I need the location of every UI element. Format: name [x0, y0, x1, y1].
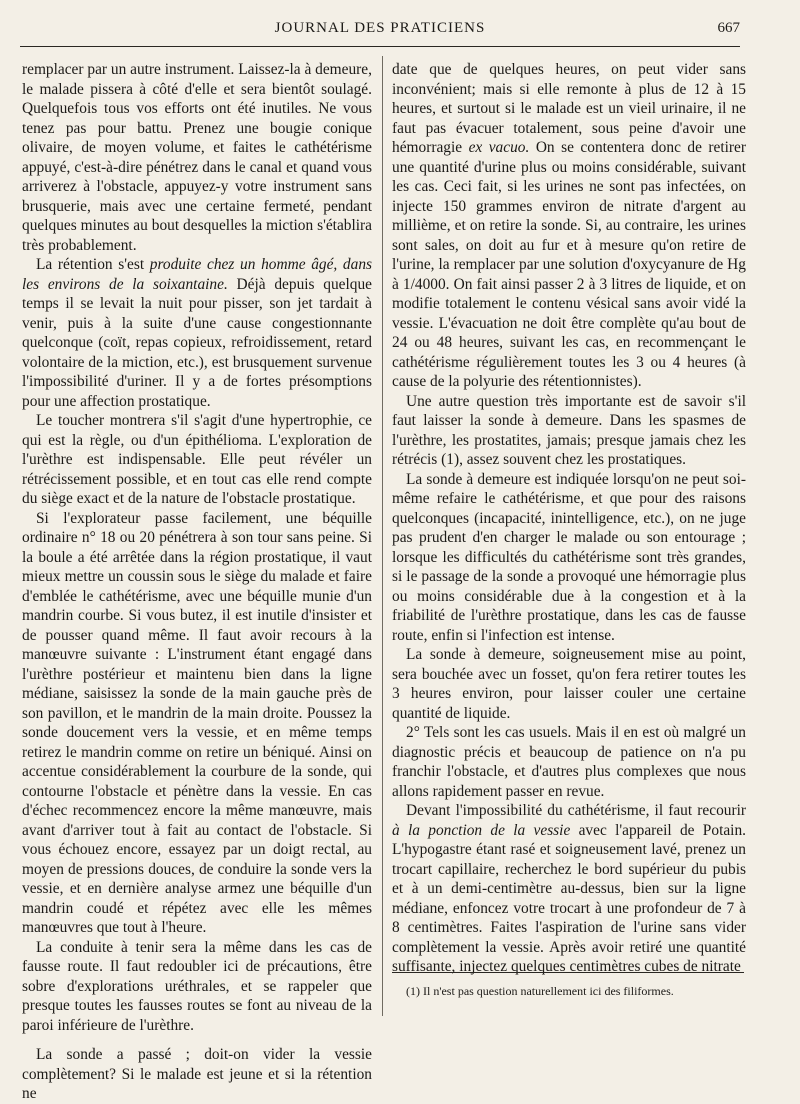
- footnote-rule: [392, 972, 744, 973]
- paragraph: La conduite à tenir sera la même dans les cas de fausse route. Il faut redoubler ici de précautions, être sobre d'explorations uréthrales, et se rappeler que presque toutes les fausses routes se font au niveau de la paroi inférieure de l'urèthre.: [22, 938, 372, 1034]
- text-run: La rétention s'est: [36, 256, 150, 273]
- paragraph: Le toucher montrera s'il s'agit d'une hypertrophie, ce qui est la règle, ou d'un épithélioma. L'exploration de l'urèthre est indispensable. Elle peut révéler un rétrécissement possible, et en tout cas elle rend compte du siège exact et de la nature de l'obstacle prostatique.: [22, 412, 372, 507]
- text-run: Devant l'impossibilité du cathétérisme, il faut recourir: [406, 802, 746, 819]
- text-run: Déjà depuis quelque temps il se levait la nuit pour pisser, son jet tardait à venir, puis à la suite d'une cause congestionnante quelconque (coït, repas copieux, refroidissement, retard volontaire de la miction, etc.), est brusquement survenue l'impossibilité d'uriner. Il y a de fortes présomptions pour une affection prostatique.: [22, 275, 372, 410]
- paragraph: Si l'explorateur passe facilement, une béquille ordinaire n° 18 ou 20 pénétrera à son tour sans peine. Si la boule a été arrêtée dans la région prostatique, il vaut mieux mettre un coussin sous le siège du malade et faire d'emblée le cathétérisme, avec une béquille munie d'un mandrin courbe. Si vous butez, il est inutile d'insister et de pousser quand même. Il faut avoir recours à la manœuvre suivante : L'instrument étant engagé dans l'urèthre postérieur et maintenu bien dans la ligne médiane, saisissez la sonde de la main gauche près de son pavillon, et le mandrin de la main droite. Poussez la sonde doucement vers la vessie, et en même temps retirez le mandrin comme on retire un béniqué. Ainsi on accentue considérablement la courbure de la sonde, qui contourne l'obstacle et pénètre dans la vessie. En cas d'échec recommencez encore la même manœuvre, mais avant d'arriver tout à fait au contact de l'obstacle. Si vous échouez encore, essayez par un doigt rectal, au moyen de pressions douces, de conduire la sonde vers la vessie, et en dernière analyse armez une béquille d'un mandrin coudé et répétez avec elle les mêmes manœuvres que tout à l'heure.: [22, 509, 372, 936]
- paragraph: 2° Tels sont les cas usuels. Mais il en est où malgré un diagnostic précis et beaucoup de patience on n'a pu franchir l'obstacle, et d'autres plus complexes que nous allons rapidement passer en revue.: [392, 724, 746, 800]
- text-run: date que de quelques heures, on peut vider sans inconvénient; mais si elle remonte à plus de 12 à 15 heures, et surtout si le malade est un vieil urinaire, il ne faut pas évacuer totalement, sous peine d'avoir une hémorragie: [392, 61, 746, 156]
- italic-text: à la ponction de la vessie: [392, 821, 571, 839]
- paragraph: [392, 60, 746, 392]
- italic-text: ex vacuo.: [468, 139, 530, 156]
- right-column: [392, 60, 746, 977]
- paragraph: La sonde à demeure, soigneusement mise au point, sera bouchée avec un fosset, qu'on fera retirer toutes les 3 heures environ, pour laisser couler une certaine quantité de liquide.: [392, 646, 746, 722]
- footnote: (1) Il n'est pas question naturellement ici des filiformes.: [406, 984, 674, 998]
- paragraph: Une autre question très importante est de savoir s'il faut laisser la sonde à demeure. Dans les spasmes de l'urèthre, les prostatites, jamais; presque jamais chez les rétrécis (1), assez souvent chez les prostatiques.: [392, 392, 746, 468]
- journal-title: JOURNAL DES PRATICIENS: [274, 20, 486, 36]
- header-rule: [20, 46, 740, 47]
- page-number: 667: [717, 20, 740, 36]
- page-header: [20, 18, 740, 44]
- paragraph: remplacer par un autre instrument. Laissez-la à demeure, le malade pissera à côté d'elle et sera bientôt soulagé. Quelquefois tous vos efforts ont été inutiles. Ne vous tenez pas pour battu. Prenez une bougie conique olivaire, de moyen volume, et faites le cathétérisme appuyé, c'est-à-dire pénétrez dans le canal et quand vous arriverez à l'obstacle, appuyez-y votre instrument sans brusquerie, mais avec une certaine fermeté, pendant quelques minutes au bout desquelles la miction s'établira très probablement.: [22, 61, 372, 254]
- paragraph: [22, 255, 372, 411]
- left-column: [22, 60, 372, 1104]
- paragraph: [392, 801, 746, 977]
- italic-text: produite chez un homme âgé, dans les environs de la soixantaine.: [22, 256, 372, 293]
- text-run: avec l'appareil de Potain. L'hypogastre étant rasé et soigneusement lavé, prenez un trocart capillaire, recherchez le bord supérieur du pubis et à un demi-centimètre au-dessus, bien sur la ligne médiane, enfoncez votre trocart à une profondeur de 7 à 8 centimètres. Faites l'aspiration de l'urine sans vider complètement la vessie. Après avoir retiré une quantité suffisante, injectez quelques centimètres cubes de nitrate: [392, 821, 746, 975]
- text-run: On se contentera donc de retirer une quantité d'urine plus ou moins considérable, suivant les cas. Ceci fait, si les urines ne sont pas infectées, on injecte 150 grammes environ de nitrate d'argent au millième, et on retire la sonde. Si, au contraire, les urines sont sales, on doit au fur et à mesure qu'on retire de l'urine, la remplacer par une solution d'oxycyanure de Hg à 1/4000. On fait ainsi passer 2 à 3 litres de liquide, et on modifie totalement le contenu vésical sans avoir vidé la vessie. L'évacuation ne doit être complète qu'au bout de 24 ou 48 heures, suivant les cas, en recommençant le cathétérisme régulièrement toutes les 3 ou 4 heures (à cause de la polyurie des rétentionnistes).: [392, 139, 746, 390]
- column-divider: [382, 56, 383, 1016]
- paragraph: La sonde a passé ; doit-on vider la vessie complètement? Si le malade est jeune et si la rétention ne: [22, 1046, 372, 1102]
- paragraph: La sonde à demeure est indiquée lorsqu'on ne peut soi-même refaire le cathétérisme, et que pour des raisons quelconques (incapacité, inintelligence, etc.), on ne juge pas prudent d'en charger le malade ou son entourage ; lorsque les difficultés du cathétérisme sont très grandes, si le passage de la sonde a provoqué une hémorragie plus ou moins considérable due à la congestion et à la friabilité de l'urèthre prostatique, dans les cas de fausse route, enfin si l'infection est intense.: [392, 470, 746, 644]
